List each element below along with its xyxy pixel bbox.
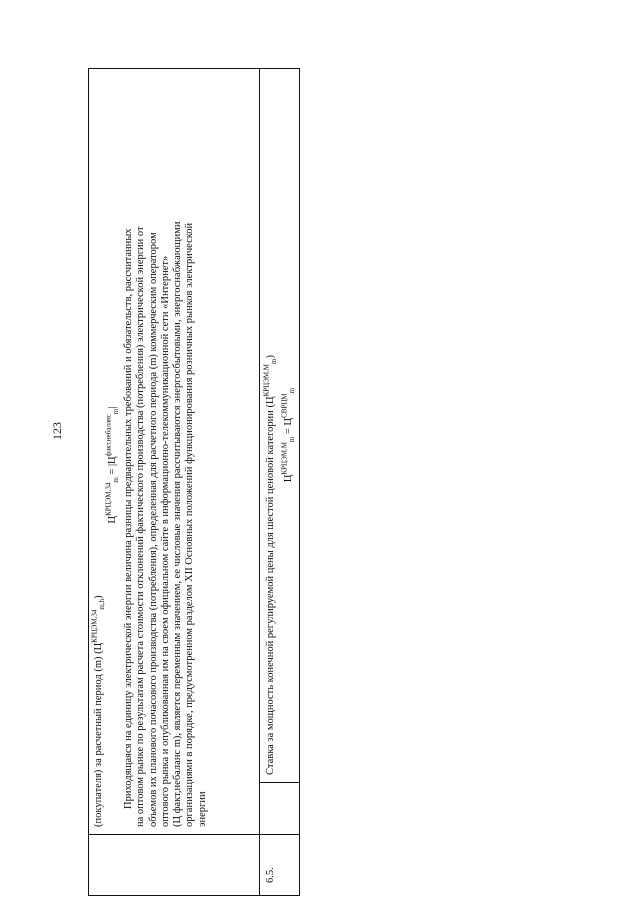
formula-row-2: $Ц^{КРЦЭМ,М}_m = Ц^{СВРЦМ}_m$ [280,387,297,483]
paragraph-line: на оптовом рынке по результатам расчета стоимости отклонений фактического производства (потребления) электрической энергии от [135,226,147,827]
row-65-divider [259,782,299,783]
table-row-divider [259,69,260,895]
paragraph-line: энергии [196,791,208,827]
paragraph-line: Приходящаяся на единицу электрической энергии величина разницы предварительных требований и обязательств, рассчитанных [123,228,134,809]
table-row [90,77,107,827]
formula-row-1: $Ц^{КРЦЭМ,34}_m = |Ц^{факт,небаланс}_m|$ [104,406,121,524]
paragraph-line: (Ц факт,небаланс m), является переменным значением, ее числовые значения рассчитываются энергосбытовыми, энергоснабжающими [172,221,184,827]
page-number: 123 [50,422,64,440]
row-number: 6.5. [265,867,276,883]
table [88,68,300,896]
number-column-divider [89,834,299,835]
paragraph-line: оптового рынка и опубликованная им на своем официальном сайте в информационно-телекоммуникационной сети «Интернет» [159,255,171,827]
rotated-table-region [88,68,300,896]
row-title: Ставка за мощность конечной регулируемой цены для шестой ценовой категории $(Ц^{КРЦЭМ,М}_m)$ [262,355,279,775]
paragraph-line: организациями в порядке, предусмотренном разделом XII Основных положений функционирования розничных рынков электрической [184,222,196,827]
row-header: (покупателя) за расчетный период (m) $(Ц^{КРЦЭМ,34}_{m,h})$ [90,595,107,827]
description-paragraph [123,83,209,827]
paragraph-line: объемов их планового почасового производства (потребления), определенная для расчетного периода (m) коммерческим оператором [147,232,159,827]
